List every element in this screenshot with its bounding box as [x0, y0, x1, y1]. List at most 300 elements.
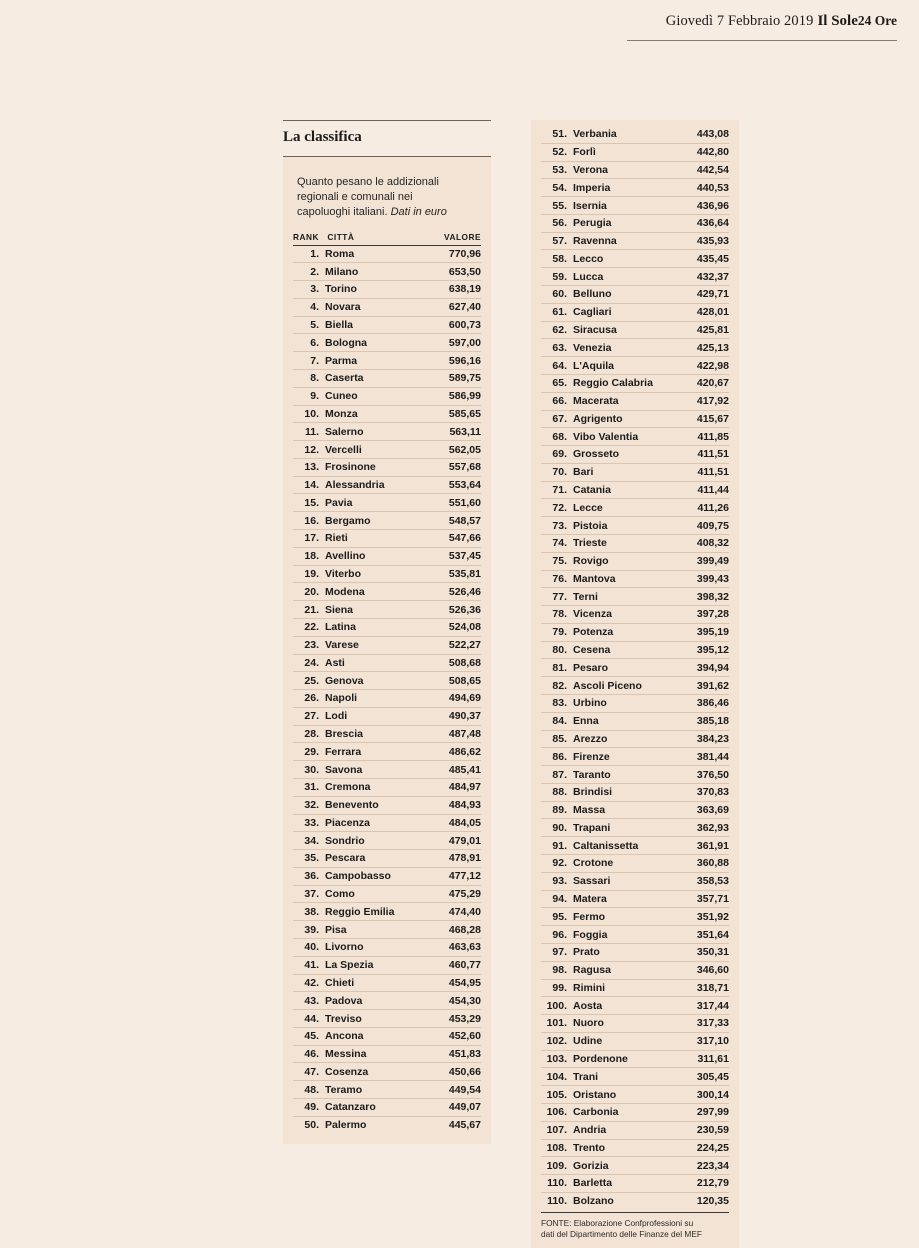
row-rank: 64. [541, 357, 571, 375]
row-city: Cosenza [323, 1063, 427, 1081]
row-value: 653,50 [427, 263, 481, 281]
paper-name-main: Il Sole [817, 13, 858, 29]
table-row [541, 695, 729, 713]
row-rank: 105. [541, 1086, 571, 1104]
row-value: 436,64 [685, 214, 730, 232]
column-header-rank: RANK [293, 231, 319, 242]
row-city: Messina [323, 1045, 427, 1063]
row-rank: 49. [293, 1099, 323, 1117]
table-row [541, 321, 729, 339]
table-row [541, 410, 729, 428]
row-value: 346,60 [685, 961, 730, 979]
row-rank: 44. [293, 1010, 323, 1028]
source-line-1: FONTE: Elaborazione Confprofessioni su [541, 1217, 694, 1228]
masthead [666, 12, 897, 30]
row-city: Alessandria [323, 476, 427, 494]
table-row [541, 250, 729, 268]
table-row [293, 850, 481, 868]
row-city: Asti [323, 654, 427, 672]
row-value: 411,26 [685, 499, 730, 517]
row-city: Siena [323, 601, 427, 619]
title-top-rule [283, 120, 491, 121]
row-city: Latina [323, 618, 427, 636]
table-row [541, 126, 729, 143]
row-value: 411,85 [685, 428, 730, 446]
row-rank: 43. [293, 992, 323, 1010]
row-rank: 9. [293, 387, 323, 405]
table-row [541, 659, 729, 677]
row-value: 524,08 [427, 618, 481, 636]
table-row [541, 961, 729, 979]
row-value: 445,67 [448, 1119, 481, 1132]
table-row [541, 641, 729, 659]
table-row [293, 903, 481, 921]
row-value: 399,43 [685, 570, 730, 588]
row-rank: 103. [541, 1050, 571, 1068]
row-rank: 110. [547, 1195, 567, 1208]
right-column [531, 120, 739, 1248]
row-value: 415,67 [685, 410, 730, 428]
row-city: Verona [571, 161, 685, 179]
table-row [293, 690, 481, 708]
row-city: Treviso [323, 1010, 427, 1028]
row-value: 422,98 [685, 357, 730, 375]
row-city: Pesaro [571, 659, 685, 677]
row-city: Ragusa [571, 961, 685, 979]
row-value: 357,71 [685, 890, 730, 908]
table-row [293, 423, 481, 441]
table-row [293, 814, 481, 832]
table-row [293, 387, 481, 405]
table-row [541, 801, 729, 819]
row-rank: 98. [541, 961, 571, 979]
row-rank: 59. [541, 268, 571, 286]
row-value: 463,63 [427, 939, 481, 957]
table-row [293, 974, 481, 992]
row-value: 317,44 [685, 997, 730, 1015]
row-value: 435,93 [685, 232, 730, 250]
table-row [293, 796, 481, 814]
table-row [293, 921, 481, 939]
table-row [293, 867, 481, 885]
row-value: 408,32 [685, 534, 730, 552]
row-value: 351,64 [685, 926, 730, 944]
row-value: 385,18 [685, 712, 730, 730]
row-rank: 3. [293, 281, 323, 299]
row-rank: 13. [293, 458, 323, 476]
table-row [293, 583, 481, 601]
paper-name-suffix: 24 Ore [857, 13, 897, 28]
row-value: 318,71 [685, 979, 730, 997]
row-rank: 61. [541, 303, 571, 321]
row-value: 442,80 [685, 143, 730, 161]
row-value: 398,32 [685, 588, 730, 606]
row-value: 360,88 [685, 855, 730, 873]
row-city: Savona [323, 761, 427, 779]
row-city: Rovigo [571, 552, 685, 570]
row-city: Vicenza [571, 606, 685, 624]
row-city: Andria [571, 1121, 685, 1139]
page-title: La classifica [283, 129, 362, 145]
row-rank: 42. [293, 974, 323, 992]
row-rank: 78. [541, 606, 571, 624]
table-row [293, 1099, 481, 1117]
row-city: Napoli [323, 690, 427, 708]
row-value: 350,31 [685, 943, 730, 961]
row-rank: 95. [541, 908, 571, 926]
table-row [541, 286, 729, 304]
row-rank: 99. [541, 979, 571, 997]
row-value: 596,16 [427, 352, 481, 370]
row-city: Viterbo [323, 565, 427, 583]
table-row [541, 197, 729, 215]
table-row [541, 1086, 729, 1104]
table-row [293, 441, 481, 459]
row-value: 475,29 [427, 885, 481, 903]
row-value: 638,19 [427, 281, 481, 299]
row-rank: 56. [541, 214, 571, 232]
row-rank: 18. [293, 547, 323, 565]
row-city: Trapani [571, 819, 685, 837]
table-row [541, 926, 729, 944]
row-rank: 74. [541, 534, 571, 552]
row-value: 440,53 [685, 179, 730, 197]
table-row [293, 832, 481, 850]
row-value: 386,46 [685, 695, 730, 713]
table-row [541, 357, 729, 375]
row-value: 477,12 [427, 867, 481, 885]
table-row [293, 298, 481, 316]
left-ranking-panel [283, 157, 491, 1144]
publication-date: Giovedì 7 Febbraio 2019 [665, 13, 814, 29]
row-rank: 7. [293, 352, 323, 370]
row-city: Nuoro [571, 1015, 685, 1033]
row-city: Barletta [571, 1175, 685, 1193]
row-city: Ravenna [571, 232, 685, 250]
row-city: Caltanissetta [571, 837, 685, 855]
row-rank: 34. [293, 832, 323, 850]
row-value: 411,51 [685, 463, 730, 481]
row-rank: 15. [293, 494, 323, 512]
row-value: 363,69 [685, 801, 730, 819]
row-city: Fermo [571, 908, 685, 926]
table-row [541, 766, 729, 784]
row-city: La Spezia [323, 956, 427, 974]
row-value: 425,13 [685, 339, 730, 357]
row-value: 494,69 [427, 690, 481, 708]
row-value: 381,44 [685, 748, 730, 766]
row-value: 212,79 [685, 1175, 730, 1193]
row-value: 409,75 [685, 517, 730, 535]
table-row [293, 1063, 481, 1081]
row-rank: 88. [541, 783, 571, 801]
row-value: 468,28 [427, 921, 481, 939]
row-city: Cuneo [323, 387, 427, 405]
row-value: 223,34 [685, 1157, 730, 1175]
row-city: Benevento [323, 796, 427, 814]
row-rank: 46. [293, 1045, 323, 1063]
row-city: Catanzaro [323, 1099, 427, 1117]
row-city: Trento [571, 1139, 685, 1157]
row-city: Pescara [323, 850, 427, 868]
row-value: 589,75 [427, 370, 481, 388]
row-value: 120,35 [696, 1195, 729, 1208]
table-row [293, 743, 481, 761]
row-city: Trieste [571, 534, 685, 552]
row-value: 585,65 [427, 405, 481, 423]
row-rank: 33. [293, 814, 323, 832]
table-row [541, 374, 729, 392]
table-row [541, 1157, 729, 1175]
row-city: Arezzo [571, 730, 685, 748]
row-rank: 65. [541, 374, 571, 392]
table-row [293, 263, 481, 281]
row-city: Crotone [571, 855, 685, 873]
table-row [541, 232, 729, 250]
table-row [541, 161, 729, 179]
row-city: Vercelli [323, 441, 427, 459]
row-city: Siracusa [571, 321, 685, 339]
table-row [293, 565, 481, 583]
table-row [541, 179, 729, 197]
row-value: 449,07 [427, 1099, 481, 1117]
row-rank: 51. [541, 126, 571, 143]
row-rank: 100. [541, 997, 571, 1015]
row-rank: 11. [293, 423, 323, 441]
row-city: Grosseto [571, 446, 685, 464]
table-row [293, 512, 481, 530]
row-rank: 96. [541, 926, 571, 944]
table-row [293, 370, 481, 388]
row-city: Palermo [325, 1119, 367, 1132]
table-row [293, 618, 481, 636]
table-row [293, 956, 481, 974]
row-city: Cagliari [571, 303, 685, 321]
row-rank: 93. [541, 872, 571, 890]
table-row [541, 943, 729, 961]
table-row [541, 552, 729, 570]
row-city: Rimini [571, 979, 685, 997]
row-value: 508,65 [427, 672, 481, 690]
table-row [293, 494, 481, 512]
row-city: Bologna [323, 334, 427, 352]
table-row [293, 476, 481, 494]
table-row [541, 890, 729, 908]
row-rank: 2. [293, 263, 323, 281]
table-row [293, 334, 481, 352]
row-value: 397,28 [685, 606, 730, 624]
table-row [541, 748, 729, 766]
table-row [293, 992, 481, 1010]
row-value: 411,51 [685, 446, 730, 464]
column-header-city: CITTÀ [327, 231, 355, 242]
row-rank: 39. [293, 921, 323, 939]
table-row [541, 997, 729, 1015]
row-city: Frosinone [323, 458, 427, 476]
row-rank: 94. [541, 890, 571, 908]
table-row [541, 1121, 729, 1139]
table-row [541, 1015, 729, 1033]
row-city: Bolzano [573, 1195, 614, 1208]
row-city: Oristano [571, 1086, 685, 1104]
row-value: 586,99 [427, 387, 481, 405]
row-rank: 108. [541, 1139, 571, 1157]
row-city: Aosta [571, 997, 685, 1015]
column-header-value: VALORE [427, 232, 481, 246]
row-city: L'Aquila [571, 357, 685, 375]
deck-text [293, 175, 481, 232]
row-rank: 89. [541, 801, 571, 819]
row-rank: 26. [293, 690, 323, 708]
deck-line-1: Quanto pesano le addizionali [297, 176, 439, 188]
row-city: Lecce [571, 499, 685, 517]
row-rank: 17. [293, 530, 323, 548]
row-value: 490,37 [427, 707, 481, 725]
ranking-table-left [293, 232, 481, 1134]
table-row [293, 405, 481, 423]
row-city: Catania [571, 481, 685, 499]
row-city: Enna [571, 712, 685, 730]
table-row [541, 819, 729, 837]
row-rank: 86. [541, 748, 571, 766]
row-rank: 27. [293, 707, 323, 725]
ranking-table-right [541, 126, 729, 1210]
table-row [541, 730, 729, 748]
row-value: 553,64 [427, 476, 481, 494]
row-city: Ferrara [323, 743, 427, 761]
table-row [541, 979, 729, 997]
row-value: 399,49 [685, 552, 730, 570]
row-value: 450,66 [427, 1063, 481, 1081]
row-rank: 1. [293, 245, 323, 263]
row-value: 460,77 [427, 956, 481, 974]
row-value: 600,73 [427, 316, 481, 334]
row-rank: 70. [541, 463, 571, 481]
row-value: 351,92 [685, 908, 730, 926]
row-city: Imperia [571, 179, 685, 197]
row-rank: 80. [541, 641, 571, 659]
row-rank: 14. [293, 476, 323, 494]
row-city: Urbino [571, 695, 685, 713]
table-row [293, 707, 481, 725]
row-value: 358,53 [685, 872, 730, 890]
row-rank: 40. [293, 939, 323, 957]
row-rank: 66. [541, 392, 571, 410]
table-row [541, 570, 729, 588]
table-row [293, 245, 481, 263]
row-city: Piacenza [323, 814, 427, 832]
table-row [541, 428, 729, 446]
row-value: 317,10 [685, 1032, 730, 1050]
row-rank: 60. [541, 286, 571, 304]
table-row [541, 499, 729, 517]
table-row [293, 636, 481, 654]
row-value: 297,99 [685, 1103, 730, 1121]
row-city: Potenza [571, 623, 685, 641]
row-rank: 55. [541, 197, 571, 215]
row-value: 376,50 [685, 766, 730, 784]
table-row [541, 534, 729, 552]
row-value: 391,62 [685, 677, 730, 695]
table-row [541, 855, 729, 873]
row-rank: 52. [541, 143, 571, 161]
row-value: 486,62 [427, 743, 481, 761]
row-city: Brescia [323, 725, 427, 743]
row-rank: 25. [293, 672, 323, 690]
row-rank: 30. [293, 761, 323, 779]
row-city: Cesena [571, 641, 685, 659]
row-value: 557,68 [427, 458, 481, 476]
table-row [541, 908, 729, 926]
table-row [541, 143, 729, 161]
table-row [293, 352, 481, 370]
row-rank: 24. [293, 654, 323, 672]
row-city: Verbania [571, 126, 685, 143]
row-value: 420,67 [685, 374, 730, 392]
table-row [293, 547, 481, 565]
row-city: Padova [323, 992, 427, 1010]
row-city: Bergamo [323, 512, 427, 530]
left-column [283, 120, 491, 1144]
row-rank: 32. [293, 796, 323, 814]
table-row [293, 939, 481, 957]
table-row [293, 885, 481, 903]
row-city: Milano [323, 263, 427, 281]
row-city: Isernia [571, 197, 685, 215]
row-value: 484,97 [427, 778, 481, 796]
row-rank: 6. [293, 334, 323, 352]
row-value: 425,81 [685, 321, 730, 339]
row-city: Agrigento [571, 410, 685, 428]
row-rank: 67. [541, 410, 571, 428]
row-value: 442,54 [685, 161, 730, 179]
table-row [293, 725, 481, 743]
table-row [293, 530, 481, 548]
row-city: Parma [323, 352, 427, 370]
table-row [541, 1175, 729, 1193]
row-value: 452,60 [427, 1027, 481, 1045]
row-value: 362,93 [685, 819, 730, 837]
row-value: 395,12 [685, 641, 730, 659]
table-row [293, 281, 481, 299]
table-row [541, 214, 729, 232]
row-rank: 75. [541, 552, 571, 570]
row-value: 429,71 [685, 286, 730, 304]
table-row [293, 1116, 481, 1133]
row-city: Carbonia [571, 1103, 685, 1121]
row-rank: 12. [293, 441, 323, 459]
row-rank: 22. [293, 618, 323, 636]
column-header-rank-city [293, 232, 427, 246]
table-row [541, 446, 729, 464]
row-value: 435,45 [685, 250, 730, 268]
row-value: 417,92 [685, 392, 730, 410]
row-city: Avellino [323, 547, 427, 565]
row-rank: 104. [541, 1068, 571, 1086]
row-rank: 90. [541, 819, 571, 837]
row-city: Terni [571, 588, 685, 606]
row-city: Bari [571, 463, 685, 481]
deck-line-3: capoluoghi italiani. [297, 205, 388, 218]
table-row [541, 1103, 729, 1121]
row-rank: 35. [293, 850, 323, 868]
row-city: Trani [571, 1068, 685, 1086]
row-rank: 58. [541, 250, 571, 268]
row-rank: 50. [304, 1119, 319, 1132]
row-value: 454,95 [427, 974, 481, 992]
row-rank: 69. [541, 446, 571, 464]
row-rank: 76. [541, 570, 571, 588]
